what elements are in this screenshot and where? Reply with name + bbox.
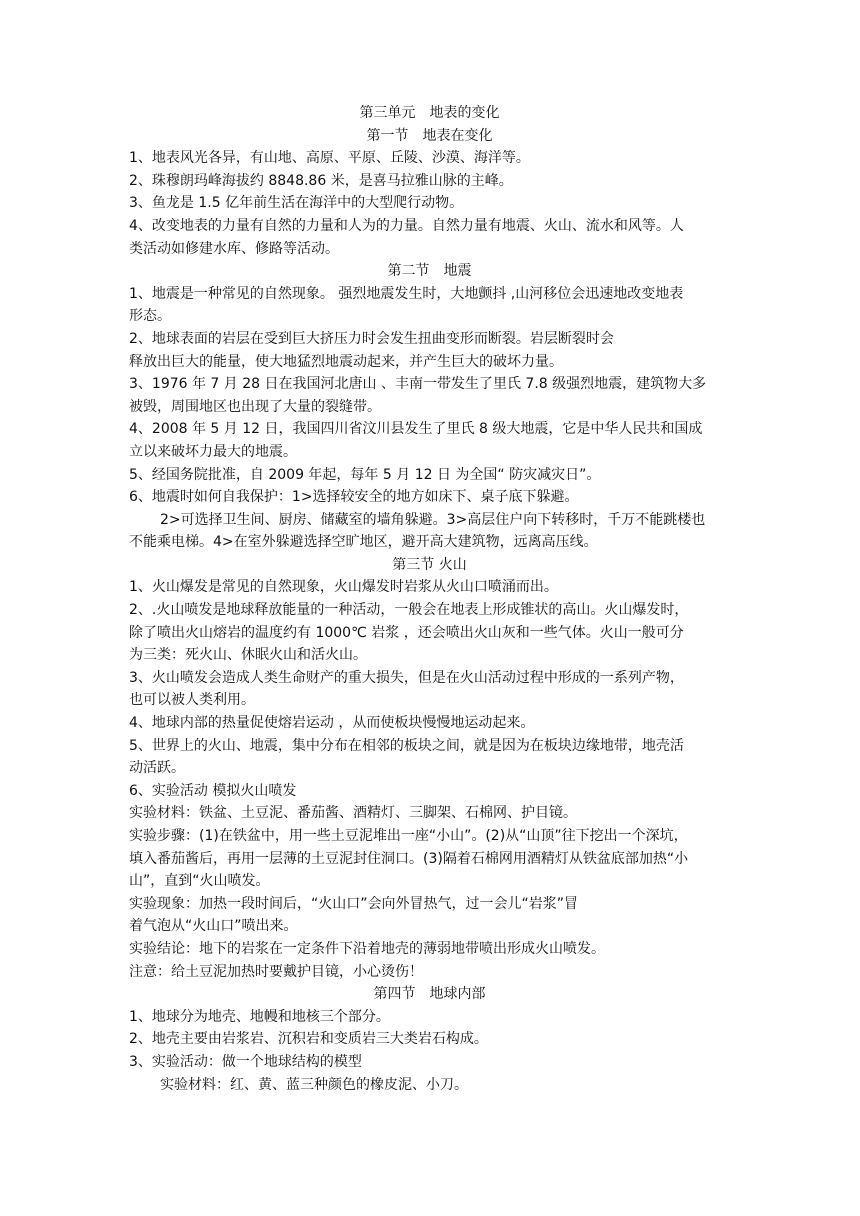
- text-line: 6、地震时如何自我保护：1>选择较安全的地方如床下、桌子底下躲避。: [129, 489, 579, 506]
- text-line: 为三类：死火山、休眠火山和活火山。: [129, 647, 367, 664]
- text-line: 填入番茄酱后，再用一层薄的土豆泥封住洞口。(3)隔着石棉网用酒精灯从铁盆底部加热“小: [129, 850, 689, 867]
- text-line: 2>可选择卫生间、厨房、储藏室的墙角躲避。3>高层住户向下转移时，千万不能跳楼也: [160, 511, 706, 528]
- text-line: 1、火山爆发是常见的自然现象，火山爆发时岩浆从火山口喷涌而出。: [129, 579, 558, 596]
- text-line: 1、地球分为地壳、地幔和地核三个部分。: [129, 1008, 390, 1025]
- text-line: 3、1976 年 7 月 28 日在我国河北唐山 、丰南一带发生了里氏 7.8 级强烈地震，建筑物大多: [129, 376, 707, 393]
- text-line: 3、火山喷发会造成人类生命财产的重大损失，但是在火山活动过程中形成的一系列产物，: [129, 669, 684, 686]
- text-line: 释放出巨大的能量，使大地猛烈地震动起来，并产生巨大的破坏力量。: [129, 353, 563, 370]
- text-line: 除了喷出火山熔岩的温度约有 1000℃ 岩浆 ，还会喷出火山灰和一些气体。火山一般可分: [129, 624, 684, 641]
- text-line: 着气泡从“火山口”喷出来。: [129, 918, 298, 935]
- text-line: 1、地震是一种常见的自然现象。 强烈地震发生时，大地颤抖 ,山河移位会迅速地改变地表: [129, 285, 684, 302]
- text-line: 5、世界上的火山、地震，集中分布在相邻的板块之间，就是因为在板块边缘地带，地壳活: [129, 737, 684, 754]
- text-line: 4、改变地表的力量有自然的力量和人为的力量。自然力量有地震、火山、流水和风等。人: [129, 217, 684, 234]
- text-line: 3、鱼龙是 1.5 亿年前生活在海洋中的大型爬行动物。: [129, 195, 464, 212]
- text-line: 实验步骤：(1)在铁盆中，用一些土豆泥堆出一座“小山”。(2)从“山顶”往下挖出一个深坑，: [129, 828, 688, 844]
- text-line: 2、珠穆朗玛峰海拔约 8848.86 米，是喜马拉雅山脉的主峰。: [129, 172, 513, 189]
- text-line: 1、地表风光各异，有山地、高原、平原、丘陵、沙漠、海洋等。: [129, 150, 530, 167]
- text-line: 2、地球表面的岩层在受到巨大挤压力时会发生扭曲变形而断裂。岩层断裂时会: [129, 330, 614, 347]
- text-line: 立以来破坏力最大的地震。: [129, 443, 297, 460]
- section-heading: 第三单元 地表的变化: [359, 105, 500, 121]
- text-line: 被毁，周围地区也出现了大量的裂缝带。: [129, 398, 381, 415]
- text-line: 也可以被人类利用。: [129, 692, 255, 709]
- text-line: 实验现象：加热一段时间后，“火山口”会向外冒热气，过一会儿“岩浆”冒: [129, 895, 579, 912]
- text-line: 4、地球内部的热量促使熔岩运动 ，从而使板块慢慢地运动起来。: [129, 715, 535, 732]
- text-line: 类活动如修建水库、修路等活动。: [129, 240, 339, 257]
- text-line: 3、实验活动：做一个地球结构的模型: [129, 1053, 362, 1070]
- text-line: 动活跃。: [129, 760, 185, 777]
- section-heading: 第三节 火山: [392, 556, 467, 573]
- text-line: 注意：给土豆泥加热时要戴护目镜，小心烫伤！: [129, 963, 423, 980]
- text-line: 形态。: [129, 308, 171, 325]
- text-line: 实验材料：铁盆、土豆泥、番茄酱、酒精灯、三脚架、石棉网、护目镜。: [129, 805, 577, 822]
- text-line: 山”，直到“火山喷发。: [129, 873, 270, 890]
- text-line: 5、经国务院批准，自 2009 年起，每年 5 月 12 日 为全国“ 防灾减灾日”。: [129, 466, 601, 483]
- text-line: 实验结论：地下的岩浆在一定条件下沿着地壳的薄弱地带喷出形成火山喷发。: [129, 940, 605, 957]
- section-heading: 第四节 地球内部: [373, 986, 486, 1003]
- text-line: 不能乘电梯。4>在室外躲避选择空旷地区，避开高大建筑物，远离高压线。: [129, 534, 598, 551]
- text-line: 4、2008 年 5 月 12 日，我国四川省汶川县发生了里氏 8 级大地震，它是中华人民共和国成: [129, 421, 703, 438]
- text-line: 2、地壳主要由岩浆岩、沉积岩和变质岩三大类岩石构成。: [129, 1031, 488, 1048]
- text-line: 2、.火山喷发是地球释放能量的一种活动，一般会在地表上形成锥状的高山。火山爆发时，: [129, 602, 689, 619]
- text-line: 6、实验活动 模拟火山喷发: [129, 782, 297, 799]
- section-heading: 第二节 地震: [387, 263, 472, 280]
- section-heading: 第一节 地表在变化: [366, 127, 493, 144]
- text-line: 实验材料：红、黄、蓝三种颜色的橡皮泥、小刀。: [160, 1076, 468, 1093]
